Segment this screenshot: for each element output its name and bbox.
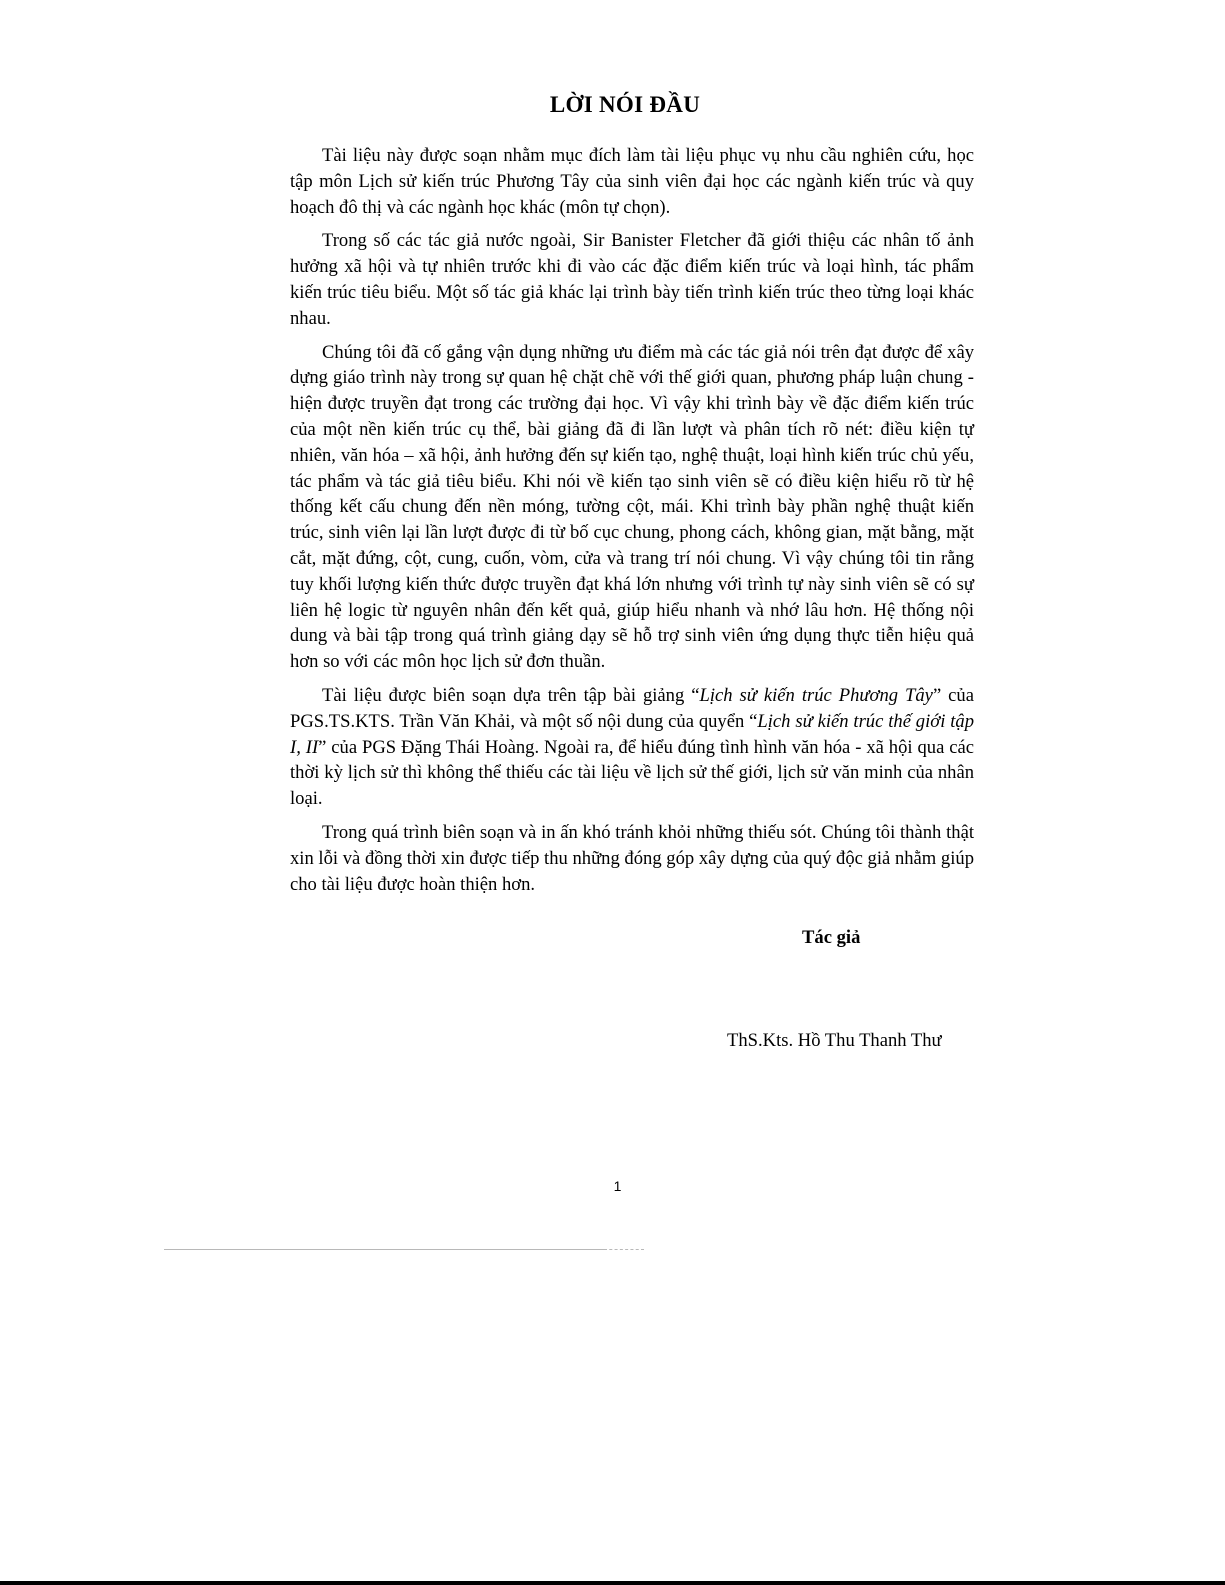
paragraph-2: Trong số các tác giả nước ngoài, Sir Banister Fletcher đã giới thiệu các nhân tố ảnh hưởng xã hội và tự nhiên trước khi đi vào các đặc điểm kiến trúc và loại hình, tác phẩm kiến trúc tiêu biểu. Một số tác giả khác lại trình bày tiến trình kiến trúc theo từng loại khác nhau. xyxy=(290,230,974,329)
paragraph-1: Tài liệu này được soạn nhằm mục đích làm tài liệu phục vụ nhu cầu nghiên cứu, học tập môn Lịch sử kiến trúc Phương Tây của sinh viên đại học các ngành kiến trúc và quy hoạch đô thị và các ngành học khác (môn tự chọn). xyxy=(290,145,974,218)
book-title-world-architecture: Lịch sử kiến trúc thế giới tập I, II xyxy=(290,710,974,758)
paragraph-4-text-2: ” của PGS.TS.KTS. Trần Văn Khải, và một số nội dung của quyển “ xyxy=(290,684,974,732)
bottom-page-edge xyxy=(0,1581,1225,1585)
signature-name: ThS.Kts. Hồ Thu Thanh Thư xyxy=(727,1030,942,1051)
paragraph-4 xyxy=(290,683,974,812)
page-title: LỜI NÓI ĐẦU xyxy=(549,92,701,117)
paragraph-4-text-1: Tài liệu được biên soạn dựa trên tập bài giảng “ xyxy=(322,684,700,706)
signature-role: Tác giả xyxy=(802,927,861,948)
body-text xyxy=(290,143,974,905)
footer-divider xyxy=(164,1249,604,1250)
paragraph-5: Trong quá trình biên soạn và in ấn khó tránh khỏi những thiếu sót. Chúng tôi thành thật xin lỗi và đồng thời xin được tiếp thu những đóng góp xây dựng của quý độc giả nhằm giúp cho tài liệu được hoàn thiện hơn. xyxy=(290,821,974,895)
book-title-western-architecture: Lịch sử kiến trúc Phương Tây xyxy=(699,684,933,706)
footer-divider-dashed xyxy=(604,1249,644,1250)
paragraph-4-text-3: ” của PGS Đặng Thái Hoàng. Ngoài ra, để hiểu đúng tình hình văn hóa - xã hội qua các thời kỳ lịch sử thì không thể thiếu các tài liệu về lịch sử thế giới, lịch sử văn minh của nhân loại. xyxy=(290,736,974,810)
paragraph-3: Chúng tôi đã cố gắng vận dụng những ưu điểm mà các tác giả nói trên đạt được để xây dựng giáo trình này trong sự quan hệ chặt chẽ với thế giới quan, phương pháp luận chung - hiện được truyền đạt trong các trường đại học. Vì vậy khi trình bày về đặc điểm kiến trúc của một nền kiến trúc cụ thể, bài giảng đã đi lần lượt và phân tích rõ nét: điều kiện tự nhiên, văn hóa – xã hội, ảnh hưởng đến sự kiến tạo, nghệ thuật, loại hình kiến trúc chủ yếu, tác phẩm và tác giả tiêu biểu. Khi nói về kiến tạo sinh viên sẽ có điều kiện hiểu rõ từ hệ thống kết cấu chung đến nền móng, tường cột, mái. Khi trình bày phần nghệ thuật kiến trúc, sinh viên lại lần lượt được đi từ bố cục chung, phong cách, không gian, mặt bằng, mặt cắt, mặt đứng, cột, cung, cuốn, vòm, cửa và trang trí nói chung. Vì vậy chúng tôi tin rằng tuy khối lượng kiến thức được truyền đạt khá lớn nhưng với trình tự này sinh viên sẽ có sự liên hệ logic từ nguyên nhân đến kết quả, giúp hiểu nhanh và nhớ lâu hơn. Hệ thống nội dung và bài tập trong quá trình giảng dạy sẽ hỗ trợ sinh viên ứng dụng thực tiễn hiệu quả hơn so với các môn học lịch sử đơn thuần. xyxy=(290,341,974,673)
page-number: 1 xyxy=(613,1178,622,1194)
